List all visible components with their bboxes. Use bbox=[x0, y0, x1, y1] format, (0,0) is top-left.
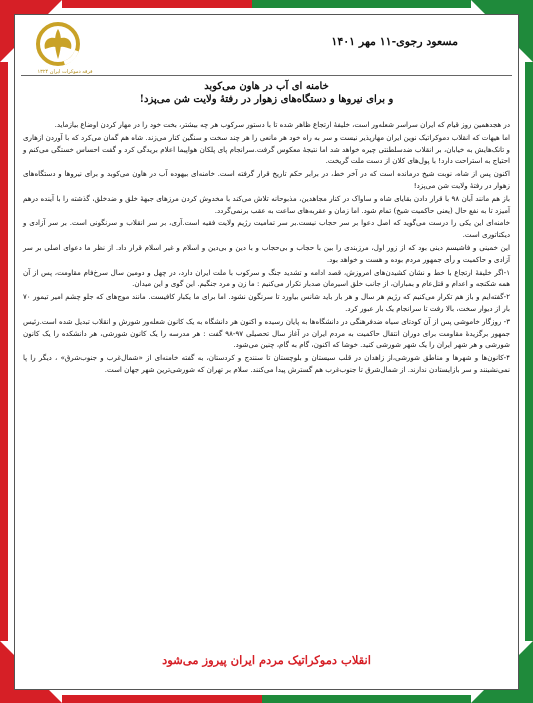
page-header bbox=[15, 15, 518, 77]
paragraph: خامنه‌ای این یکی را درست می‌گوید که اصل دعوا بر سر حجاب نیست.بر سر تمامیت رژیم ولایت فقیه است.آری، بر سر انقلاب و سرنگونی است. بر سر آزادی و دیکتاتوری است. bbox=[23, 218, 510, 240]
paragraph: اکنون پس از شاه، نوبت شیخ درمانده است که در آخر خط، در برابر حکم تاریخ قرار گرفته است. خامنه‌ای بیهوده آب در هاون می‌کوبد و برای نیروها و دستگاه‌های زهوار در رفتهٔ ولایت شن می‌پزد! bbox=[23, 169, 510, 190]
paragraph: باز هم مانند آبان ۹۸ با قرار دادن بقایای شاه و ساواک در کنار مجاهدین، مذبوحانه تلاش می‌کند با مخدوش کردن مرزهای جبههٔ خلق و ضدخلق، گذشته را با آینده درهم آمیزد تا به نفع حال (یعنی حاکمیت شیخ) تمام شود. اما زمان و عقربه‌های ساعت به عقب برنمی‌گردد. bbox=[23, 193, 510, 215]
paragraph: ۱-اگر خلیفهٔ ارتجاع با خط و نشان کشیدن‌های امروزش، قصد ادامه و تشدید جنگ و سرکوب با ملت ایران دارد، در چهل و دومین سال سرخ‌فام مقاومت، پس از آن همه شکنجه و اعدام و قتل‌عام و بمباران، از جانب خلق اسیرمان صدبار تکرار می‌کنیم : ما زن و مرد جنگیم. این گوی و این میدان. bbox=[23, 267, 510, 289]
paragraph: ۲-گفته‌ایم و باز هم تکرار می‌کنیم که رژیم هر سال و هر بار باید شانس بیاورد تا سرنگون نشود. اما برای ما یکبار کافیست. مانند موج‌های که جلو چشم امیر تیمور ۷۰ بار از دیوار سخت، بالا رفت تا سرانجام یک بار عبور کرد. bbox=[23, 292, 510, 313]
document-page bbox=[14, 14, 519, 690]
party-logo bbox=[23, 19, 93, 77]
paragraph: در هجدهمین روز قیام که ایران سراسر شعله‌ور است، خلیفهٔ ارتجاع ظاهر شده تا با دستور سرکوب هر چه بیشتر، بخت خود را در مهار کردن اوضاع بیازماید. bbox=[54, 120, 510, 129]
header-divider bbox=[21, 75, 512, 76]
title-line-2: و برای نیروها و دستگاه‌های زهوار در رفتهٔ ولایت شن می‌پزد! bbox=[139, 94, 394, 105]
article-title bbox=[25, 81, 508, 105]
closing-slogan: انقلاب دموکراتیک مردم ایران پیروز می‌شود bbox=[162, 653, 371, 667]
title-line-1: خامنه ای آب در هاون می‌کوبد bbox=[204, 81, 329, 92]
paragraph: ۳- روزگار خاموشی پس از آن کودتای سیاه ضدفرهنگی در دانشگاه‌ها به پایان رسیده و اکنون هر دانشگاه به یک کانون شعله‌ور شورش و انقلاب تبدیل شده است.رئیس جمهور برگزیدهٔ مقاومت برای دوران انتقال حاکمیت به مردم ایران در آغاز سال تحصیلی ۹۷-۹۸ گفت : هر مدرسه را یک کانون شورشی، هر دانشکده را یک کانون شورشی و هر شهر ایران را یک شهر شورشی کنید. خوشا که اکنون، گام به گام، چنین می‌شود. bbox=[23, 316, 510, 350]
article-body bbox=[23, 119, 510, 377]
paragraph: اما هیهات که انقلاب دموکراتیک نوین ایران مهارپذیر نیست و سر به راه خود هر مانعی را هر چند سخت و سنگین کنار می‌زند. شاه هم گمان می‌کرد که با آوردن ازهاری و تانک‌هایش به خیابان، بر انقلاب ضدسلطنتی چیره خواهد شد اما نتیجهٔ معکوس گرفت.سرانجام پای پلکان هواپیما اعلام بریدگی کرد و گفت احساس خستگی می‌کنم و احتیاج به استراحت دارد! با پول‌های کلان از دست ملت گریخت. bbox=[23, 132, 510, 166]
paragraph: ۴-کانون‌ها و شهرها و مناطق شورشی،از زاهدان در قلب سیستان و بلوچستان تا سنندج و کردستان، به گفته خامنه‌ای از «شمال‌غرب و جنوب‌شرق» ، دیگر را پا نمی‌نشینند و سر بازایستادن ندارند. از شمال‌شرق تا جنوب‌غرب هم گسترش پیدا می‌کنند. سلام بر تهران که شورشی‌ترین شهر جهان است. bbox=[23, 353, 510, 374]
author-date: مسعود رجوی-۱۱ مهر ۱۴۰۱ bbox=[331, 35, 458, 48]
paragraph: این خمینی و فاشیسم دینی بود که از زور اول، مرزبندی را بین با حجاب و بی‌حجاب و با دین و بی‌دین و اسلام و غیر اسلام قرار داد. از نظر ما دعوای اصلی بر سر آزادی و حاکمیت و رأی جمهور مردم بوده و هست و خواهد بود. bbox=[23, 242, 510, 264]
logo-caption: فرقه دموکرات ایران ۱۳۲۴ bbox=[37, 69, 93, 75]
wheat-emblem-icon bbox=[23, 19, 93, 69]
